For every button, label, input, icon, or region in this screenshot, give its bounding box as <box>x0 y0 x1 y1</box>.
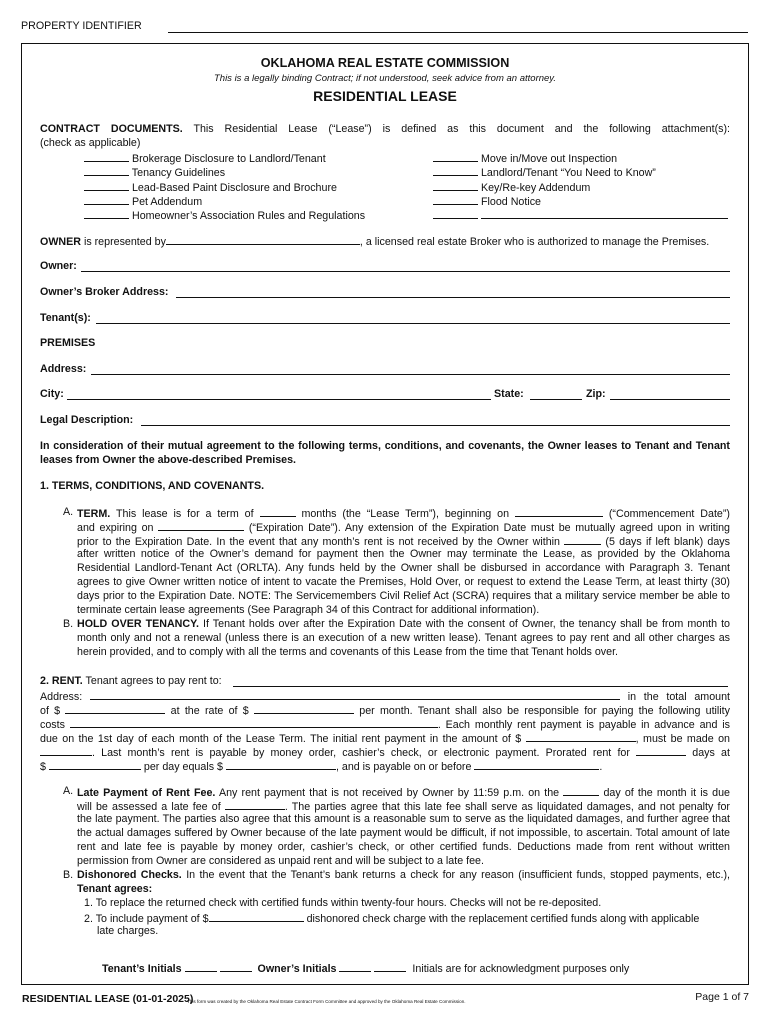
zip-label: Zip: <box>586 388 606 400</box>
section1b-label: B. <box>63 618 74 630</box>
attachment-item[interactable]: Key/Re-key Addendum <box>433 180 728 194</box>
binding-notice: This is a legally binding Contract; if not understood, seek advice from an attorney. <box>213 73 556 84</box>
legal-description-label: Legal Description: <box>40 414 134 426</box>
tenants-field[interactable] <box>96 323 730 324</box>
address-field[interactable] <box>91 374 730 375</box>
rent-line-1: 2. RENT. Tenant agrees to pay rent to: <box>40 675 222 687</box>
initials-note: Initials are for acknowledgment purposes only <box>412 963 630 975</box>
city-label: City: <box>40 388 64 400</box>
zip-field[interactable] <box>610 399 730 400</box>
owner-field[interactable] <box>81 271 730 272</box>
attachment-item[interactable]: Move in/Move out Inspection <box>433 151 728 165</box>
page-number: Page 1 of 7 <box>695 991 749 1003</box>
term-line-2: and expiring on (“Expiration Date”). Any extension of the Expiration Date must be mutually agreed upon in writing <box>77 522 730 534</box>
owner-label: Owner: <box>40 260 77 272</box>
attachment-item[interactable]: Landlord/Tenant “You Need to Know” <box>433 165 728 179</box>
premises-heading: PREMISES <box>40 337 96 349</box>
term-paragraph-rest: after written notice of the Owner’s demand for payment then the Owner may terminate the Lease, as provided by the Oklahoma Residential Landlord-Tenant Act (ORLTA). Any funds held by the Owner shall be disbursed in accordance with Paragraph 3. Tenant agrees to give Owner written notice of intent to vacate the Premises, Hold Over, or request to extend the Lease Term, at least thirty (30) days prior to the Expiration Date. NOTE: The Servicemembers Civil Relief Act (SCRA) requires that a military service member be able to terminate certain lease agreements (See Paragraph 34 of this Contract for additional information). <box>77 548 730 616</box>
commission-title: OKLAHOMA REAL ESTATE COMMISSION <box>260 56 510 70</box>
owner-initials-field-2[interactable] <box>374 961 406 972</box>
broker-name-field[interactable] <box>166 234 360 245</box>
attachment-item[interactable]: Pet Addendum <box>84 194 365 208</box>
term-line-1: TERM. This lease is for a term of months (the “Lease Term”), beginning on (“Commencement Date”) <box>77 508 730 520</box>
rent-payee-field[interactable] <box>233 686 728 687</box>
rent-line-4: costs . Each monthly rent payment is payable in advance and is <box>40 719 730 731</box>
attachments-right-list <box>433 151 728 222</box>
attachment-item[interactable]: Brokerage Disclosure to Landlord/Tenant <box>84 151 365 165</box>
rent-line-6: . Last month’s rent is payable by money order, cashier’s check, or electronic payment. Prorated rent for days at <box>40 745 730 761</box>
owner-represented-line: OWNER is represented by , a licensed real estate Broker who is authorized to manage the Premises. <box>40 236 710 248</box>
rent-line-5: due on the 1st day of each month of the Lease Term. The initial rent payment in the amount of $ , must be made on <box>40 733 730 745</box>
rent-line-2: Address: in the total amount <box>40 691 730 703</box>
address-label: Address: <box>40 363 87 375</box>
section1a-label: A. <box>63 506 74 518</box>
owner-initials-field-1[interactable] <box>339 961 371 972</box>
tenant-initials-field-1[interactable] <box>185 961 217 972</box>
dishonored-item-1: 1. To replace the returned check with certified funds within twenty-four hours. Checks will not be re-deposited. <box>84 897 602 909</box>
state-field[interactable] <box>530 399 582 400</box>
dishonored-item-2-cont: late charges. <box>97 925 159 937</box>
late-fee-paragraph-rest: the late payment. The parties also agree that this amount is a reasonable sum to serve as the liquidated damages, and further agree that the actual damages suffered by Owner because of the late payment would be difficult, if not impossible, to ascertain. Total amount of late rent and late fee is payable by money order, cashier’s check, or other certified funds. Deductions made from rent without written permission from Owner are considered as unpaid rent and will be subject to a late fee. <box>77 813 730 867</box>
rent-line-7: $ per day equals $ , and is payable on or before . <box>40 761 603 773</box>
broker-address-label: Owner’s Broker Address: <box>40 286 169 298</box>
property-identifier-label: PROPERTY IDENTIFIER <box>21 20 142 32</box>
broker-address-field[interactable] <box>176 297 730 298</box>
section1-heading: 1. TERMS, CONDITIONS, AND COVENANTS. <box>40 480 265 492</box>
form-id: RESIDENTIAL LEASE (01-01-2025) <box>22 993 194 1005</box>
initials-row <box>102 961 629 977</box>
footer-note: This form was created by the Oklahoma Real Estate Contract Form Committee and approved by the Oklahoma Real Estate Commission. <box>187 999 466 1004</box>
attachment-item[interactable]: Tenancy Guidelines <box>84 165 365 179</box>
check-as-applicable: (check as applicable) <box>40 137 141 149</box>
owner-initials-label: Owner’s Initials <box>257 963 337 975</box>
contract-documents-intro: CONTRACT DOCUMENTS. This Residential Lease (“Lease”) is defined as this document and the following attachment(s): <box>40 123 731 135</box>
document-title: RESIDENTIAL LEASE <box>313 88 457 104</box>
dishonored-item-2: 2. To include payment of $ dishonored check charge with the replacement certified funds along with applicable <box>84 913 700 925</box>
attachment-item[interactable]: Flood Notice <box>433 194 728 208</box>
property-identifier-field[interactable] <box>168 32 748 33</box>
attachment-item[interactable]: Homeowner’s Association Rules and Regulations <box>84 208 365 222</box>
city-field[interactable] <box>67 399 491 400</box>
state-label: State: <box>494 388 524 400</box>
tenant-initials-field-2[interactable] <box>220 961 252 972</box>
late-fee-line-2: will be assessed a late fee of . The parties agree that this late fee shall serve as liquidated damages, and not penalty for <box>77 801 730 813</box>
hold-over-paragraph: HOLD OVER TENANCY. If Tenant holds over after the Expiration Date with the consent of Owner, the tenancy shall be from month to month only and not a renewal (unless there is an execution of a new written lease). Tenant agrees to pay rent and all other charges as herein provided, and to comply with all the terms and covenants of this Lease from the time that Tenant holds over. <box>77 618 730 658</box>
attachment-item-other[interactable] <box>433 208 728 222</box>
term-line-3: prior to the Expiration Date. In the event that any month’s rent is not received by the Owner within (5 days if left blank) days <box>77 536 730 548</box>
late-fee-line-1: Late Payment of Rent Fee. Any rent payment that is not received by Owner by 11:59 p.m. on the day of the month it is due <box>77 787 730 799</box>
attachments-left-list <box>84 151 365 222</box>
tenants-label: Tenant(s): <box>40 312 91 324</box>
dishonored-checks-line: Dishonored Checks. In the event that the Tenant’s bank returns a check for any reason (insufficient funds, stopped payments, etc.), <box>77 869 730 881</box>
attachment-item[interactable]: Lead-Based Paint Disclosure and Brochure <box>84 180 365 194</box>
tenant-initials-label: Tenant’s Initials <box>102 963 182 975</box>
section2a-label: A. <box>63 785 74 797</box>
tenant-agrees-label: Tenant agrees: <box>77 883 153 895</box>
legal-description-field[interactable] <box>141 425 730 426</box>
section2b-label: B. <box>63 869 74 881</box>
consideration-paragraph: In consideration of their mutual agreement to the following terms, conditions, and covenants, the Owner leases to Tenant and Tenant leases from Owner the above-described Premises. <box>40 440 730 466</box>
rent-line-3: of $ at the rate of $ per month. Tenant shall also be responsible for paying the following utility <box>40 705 730 717</box>
